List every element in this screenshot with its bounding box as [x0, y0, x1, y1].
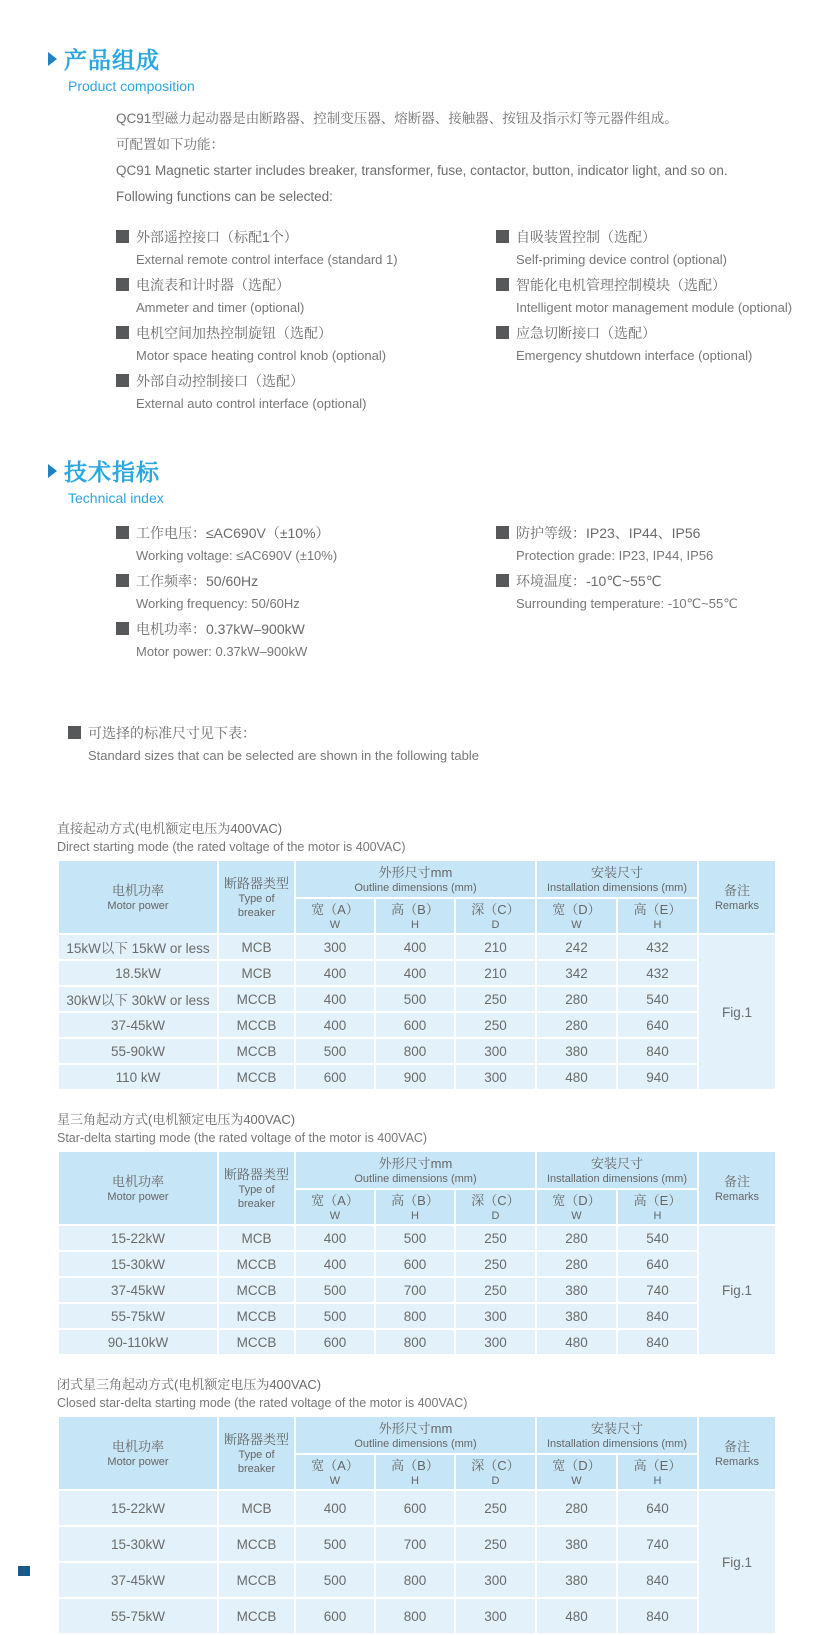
table-cell: 380	[536, 1562, 617, 1598]
table-cell: MCCB	[218, 1064, 295, 1090]
header-motor-power: 电机功率 Motor power	[58, 1416, 218, 1490]
item-text-zh: 电机空间加热控制旋钮（选配）	[136, 324, 332, 341]
table-cell: 400	[295, 1251, 375, 1277]
item-text-zh: 工作频率：50/60Hz	[136, 572, 259, 589]
spec-item	[496, 520, 830, 566]
table-cell: 210	[455, 934, 536, 960]
table-cell: MCCB	[218, 986, 295, 1012]
header-breaker-type: 断路器类型 Type of breaker	[218, 1416, 295, 1490]
table-cell: 400	[295, 1490, 375, 1526]
header-installation-dimensions: 安装尺寸 Installation dimensions (mm)	[536, 860, 698, 898]
subheader-cell: 宽（D） W	[536, 1189, 617, 1225]
table-cell: MCCB	[218, 1598, 295, 1634]
intro-paragraphs	[116, 106, 830, 210]
section-product-composition	[48, 0, 830, 416]
table-caption	[57, 1111, 830, 1147]
remark-cell: Fig.1	[698, 1490, 776, 1634]
table-cell: 250	[455, 1251, 536, 1277]
item-text-zh: 应急切断接口（选配）	[516, 324, 656, 341]
header-outline-dimensions: 外形尺寸mm Outline dimensions (mm)	[295, 1416, 536, 1454]
feature-column-right	[496, 224, 830, 368]
table-cell: 900	[375, 1064, 455, 1090]
note-text-zh: 可选择的标准尺寸见下表：	[88, 724, 256, 741]
feature-item	[116, 224, 496, 270]
table-cell: 250	[455, 1526, 536, 1562]
table-caption-en: Star-delta starting mode (the rated voltage of the motor is 400VAC)	[57, 1131, 428, 1145]
table-cell: 540	[617, 1225, 698, 1251]
bullet-square-icon	[116, 574, 129, 587]
table-cell: 250	[455, 1277, 536, 1303]
section-title-en: Technical index	[68, 490, 164, 506]
table-cell: 280	[536, 1490, 617, 1526]
item-text-en: Self-priming device control (optional)	[516, 252, 727, 267]
table-header-row	[58, 1416, 776, 1454]
item-text-en: Motor space heating control knob (optional)	[136, 348, 387, 363]
item-text-zh: 电机功率：0.37kW–900kW	[136, 620, 305, 637]
table-cell: MCB	[218, 934, 295, 960]
item-text-zh: 环境温度：-10℃~55℃	[516, 572, 662, 589]
bullet-square-icon	[496, 526, 509, 539]
table-cell: 15kW以下 15kW or less	[58, 934, 218, 960]
bullet-square-icon	[116, 622, 129, 635]
item-text-en: Protection grade: IP23, IP44, IP56	[516, 548, 714, 563]
header-remarks: 备注 Remarks	[698, 860, 776, 934]
table-cell: MCCB	[218, 1526, 295, 1562]
table-cell: 380	[536, 1526, 617, 1562]
table-cell: MCCB	[218, 1012, 295, 1038]
spec-item	[116, 568, 496, 614]
feature-columns	[116, 224, 830, 416]
dimension-table-closed-star-delta	[57, 1415, 777, 1635]
bullet-square-icon	[496, 574, 509, 587]
item-text-en: Intelligent motor management module (optional)	[516, 300, 793, 315]
table-cell: 840	[617, 1329, 698, 1355]
spec-column-left	[116, 520, 496, 664]
header-breaker-type: 断路器类型 Type of breaker	[218, 860, 295, 934]
subheader-cell: 高（B） H	[375, 898, 455, 934]
note-line-zh	[68, 720, 830, 745]
subheader-cell: 高（B） H	[375, 1454, 455, 1490]
table-cell: 432	[617, 934, 698, 960]
intro-line: QC91 Magnetic starter includes breaker, transformer, fuse, contactor, button, indicator light, and so on.	[116, 163, 728, 178]
table-cell: 800	[375, 1038, 455, 1064]
table-cell: 210	[455, 960, 536, 986]
header-outline-dimensions: 外形尺寸mm Outline dimensions (mm)	[295, 1151, 536, 1189]
section-title-en: Product composition	[68, 78, 195, 94]
table-cell: 300	[455, 1303, 536, 1329]
table-cell: 18.5kW	[58, 960, 218, 986]
feature-item	[496, 224, 830, 270]
table-row	[58, 1251, 776, 1277]
header-motor-power: 电机功率 Motor power	[58, 860, 218, 934]
table-caption-zh: 星三角起动方式(电机额定电压为400VAC)	[57, 1112, 296, 1127]
table-cell: 37-45kW	[58, 1277, 218, 1303]
table-cell: 432	[617, 960, 698, 986]
table-cell: 700	[375, 1277, 455, 1303]
table-header-row	[58, 860, 776, 898]
table-cell: MCCB	[218, 1562, 295, 1598]
table-cell: 400	[295, 960, 375, 986]
bullet-square-icon	[496, 278, 509, 291]
table-caption	[57, 1376, 830, 1412]
spec-item	[116, 616, 496, 662]
table-cell: 740	[617, 1526, 698, 1562]
table-cell: 380	[536, 1038, 617, 1064]
bullet-square-icon	[116, 326, 129, 339]
table-row	[58, 1490, 776, 1526]
table-cell: 600	[375, 1251, 455, 1277]
table-cell: 250	[455, 1012, 536, 1038]
table-cell: MCCB	[218, 1303, 295, 1329]
subheader-cell: 高（E） H	[617, 1189, 698, 1225]
table-row	[58, 1526, 776, 1562]
table-cell: MCB	[218, 1490, 295, 1526]
item-text-zh: 电流表和计时器（选配）	[136, 276, 290, 293]
table-cell: MCCB	[218, 1329, 295, 1355]
feature-item	[496, 272, 830, 318]
header-motor-power: 电机功率 Motor power	[58, 1151, 218, 1225]
item-text-zh: 外部自动控制接口（选配）	[136, 372, 304, 389]
table-caption-en: Closed star-delta starting mode (the rated voltage of the motor is 400VAC)	[57, 1396, 468, 1410]
table-cell: 300	[295, 934, 375, 960]
table-cell: 600	[375, 1490, 455, 1526]
subheader-cell: 宽（A） W	[295, 1189, 375, 1225]
table-cell: 110 kW	[58, 1064, 218, 1090]
table-cell: 840	[617, 1303, 698, 1329]
table-row	[58, 1012, 776, 1038]
table-cell: 600	[295, 1329, 375, 1355]
table-cell: 500	[295, 1277, 375, 1303]
table-cell: 840	[617, 1598, 698, 1634]
bullet-square-icon	[116, 526, 129, 539]
bullet-square-icon	[116, 278, 129, 291]
table-cell: 800	[375, 1303, 455, 1329]
table-cell: 400	[295, 986, 375, 1012]
bullet-square-icon	[116, 230, 129, 243]
table-row	[58, 1225, 776, 1251]
feature-item	[116, 272, 496, 318]
section-header	[48, 42, 830, 75]
table-cell: 840	[617, 1562, 698, 1598]
section-title-zh: 产品组成	[64, 47, 160, 73]
table-cell: 15-22kW	[58, 1225, 218, 1251]
table-cell: 250	[455, 986, 536, 1012]
table-cell: 500	[295, 1562, 375, 1598]
table-cell: 342	[536, 960, 617, 986]
item-text-en: Working voltage: ≤AC690V (±10%)	[136, 548, 338, 563]
table-cell: 15-22kW	[58, 1490, 218, 1526]
standard-sizes-note	[68, 720, 830, 766]
table-cell: 600	[295, 1598, 375, 1634]
table-cell: 400	[295, 1225, 375, 1251]
item-text-en: Surrounding temperature: -10℃~55℃	[516, 596, 738, 611]
item-text-en: Motor power: 0.37kW–900kW	[136, 644, 308, 659]
table-row	[58, 986, 776, 1012]
table-cell: 250	[455, 1490, 536, 1526]
spec-columns	[116, 520, 830, 664]
table-cell: 500	[375, 1225, 455, 1251]
bullet-square-icon	[116, 374, 129, 387]
table-cell: 280	[536, 986, 617, 1012]
bullet-square-icon	[496, 230, 509, 243]
table-cell: 500	[295, 1303, 375, 1329]
table-cell: 90-110kW	[58, 1329, 218, 1355]
table-cell: 300	[455, 1598, 536, 1634]
subheader-cell: 深（C） D	[455, 1454, 536, 1490]
table-cell: 55-75kW	[58, 1303, 218, 1329]
subheader-cell: 宽（A） W	[295, 1454, 375, 1490]
subheader-cell: 高（B） H	[375, 1189, 455, 1225]
table-cell: 840	[617, 1038, 698, 1064]
table-cell: 380	[536, 1277, 617, 1303]
table-cell: 280	[536, 1225, 617, 1251]
table-cell: 800	[375, 1562, 455, 1598]
header-remarks: 备注 Remarks	[698, 1151, 776, 1225]
table-cell: 37-45kW	[58, 1562, 218, 1598]
item-text-zh: 自吸装置控制（选配）	[516, 228, 656, 245]
table-cell: 242	[536, 934, 617, 960]
table-cell: 300	[455, 1562, 536, 1598]
table-row	[58, 1598, 776, 1634]
item-text-zh: 智能化电机管理控制模块（选配）	[516, 276, 726, 293]
table-cell: 55-75kW	[58, 1598, 218, 1634]
table-cell: 740	[617, 1277, 698, 1303]
table-cell: 500	[295, 1038, 375, 1064]
intro-line: Following functions can be selected:	[116, 189, 333, 204]
header-outline-dimensions: 外形尺寸mm Outline dimensions (mm)	[295, 860, 536, 898]
remark-cell: Fig.1	[698, 934, 776, 1090]
table-cell: 15-30kW	[58, 1526, 218, 1562]
table-row	[58, 1277, 776, 1303]
table-cell: 940	[617, 1064, 698, 1090]
table-cell: 640	[617, 1012, 698, 1038]
item-text-zh: 防护等级：IP23、IP44、IP56	[516, 524, 701, 541]
dimension-table-direct-start	[57, 859, 777, 1091]
subheader-cell: 高（E） H	[617, 1454, 698, 1490]
bullet-square-icon	[496, 326, 509, 339]
table-cell: 400	[375, 934, 455, 960]
feature-item	[496, 320, 830, 366]
table-cell: 400	[295, 1012, 375, 1038]
note-text-en: Standard sizes that can be selected are shown in the following table	[88, 748, 479, 763]
table-cell: 500	[375, 986, 455, 1012]
table-cell: 480	[536, 1329, 617, 1355]
table-row	[58, 1303, 776, 1329]
table-caption-en: Direct starting mode (the rated voltage of the motor is 400VAC)	[57, 840, 406, 854]
page-corner-mark	[18, 1566, 30, 1576]
table-cell: 55-90kW	[58, 1038, 218, 1064]
table-cell: 480	[536, 1064, 617, 1090]
table-row	[58, 1038, 776, 1064]
table-cell: MCCB	[218, 1251, 295, 1277]
table-cell: 380	[536, 1303, 617, 1329]
table-cell: 640	[617, 1490, 698, 1526]
header-installation-dimensions: 安装尺寸 Installation dimensions (mm)	[536, 1151, 698, 1189]
section-title-zh: 技术指标	[64, 459, 160, 485]
table-cell: MCB	[218, 1225, 295, 1251]
spec-item	[496, 568, 830, 614]
table-row	[58, 960, 776, 986]
table-cell: 400	[375, 960, 455, 986]
item-text-zh: 外部遥控接口（标配1个）	[136, 228, 298, 245]
feature-column-left	[116, 224, 496, 416]
dimension-table-star-delta	[57, 1150, 777, 1356]
section-technical-index	[48, 454, 830, 664]
table-cell: 800	[375, 1329, 455, 1355]
item-text-en: Emergency shutdown interface (optional)	[516, 348, 753, 363]
item-text-en: External auto control interface (optional)	[136, 396, 367, 411]
table-row	[58, 1329, 776, 1355]
table-row	[58, 1064, 776, 1090]
table-cell: 600	[295, 1064, 375, 1090]
table-cell: 30kW以下 30kW or less	[58, 986, 218, 1012]
table-caption	[57, 820, 830, 856]
intro-line: QC91型磁力起动器是由断路器、控制变压器、熔断器、接触器、按钮及指示灯等元器件组成。	[116, 111, 678, 126]
spec-item	[116, 520, 496, 566]
table-cell: 800	[375, 1598, 455, 1634]
remark-cell: Fig.1	[698, 1225, 776, 1355]
table-cell: 480	[536, 1598, 617, 1634]
header-remarks: 备注 Remarks	[698, 1416, 776, 1490]
header-breaker-type: 断路器类型 Type of breaker	[218, 1151, 295, 1225]
table-cell: 15-30kW	[58, 1251, 218, 1277]
table-cell: 280	[536, 1251, 617, 1277]
table-cell: MCCB	[218, 1277, 295, 1303]
item-text-en: External remote control interface (standard 1)	[136, 252, 398, 267]
table-cell: 300	[455, 1038, 536, 1064]
table-cell: 250	[455, 1225, 536, 1251]
table-row	[58, 1562, 776, 1598]
section-arrow-icon	[48, 464, 57, 478]
feature-item	[116, 320, 496, 366]
subheader-cell: 深（C） D	[455, 1189, 536, 1225]
table-row	[58, 934, 776, 960]
subheader-cell: 宽（D） W	[536, 898, 617, 934]
table-cell: 500	[295, 1526, 375, 1562]
spec-column-right	[496, 520, 830, 616]
table-cell: MCCB	[218, 1038, 295, 1064]
table-cell: 300	[455, 1064, 536, 1090]
table-caption-zh: 闭式星三角起动方式(电机额定电压为400VAC)	[57, 1377, 322, 1392]
table-cell: 540	[617, 986, 698, 1012]
table-caption-zh: 直接起动方式(电机额定电压为400VAC)	[57, 821, 283, 836]
table-cell: MCB	[218, 960, 295, 986]
intro-line: 可配置如下功能：	[116, 137, 224, 152]
subheader-cell: 深（C） D	[455, 898, 536, 934]
feature-item	[116, 368, 496, 414]
subheader-cell: 宽（D） W	[536, 1454, 617, 1490]
section-header	[48, 454, 830, 487]
subheader-cell: 宽（A） W	[295, 898, 375, 934]
table-cell: 700	[375, 1526, 455, 1562]
item-text-en: Working frequency: 50/60Hz	[136, 596, 300, 611]
item-text-en: Ammeter and timer (optional)	[136, 300, 305, 315]
table-cell: 37-45kW	[58, 1012, 218, 1038]
section-arrow-icon	[48, 52, 57, 66]
item-text-zh: 工作电压：≤AC690V（±10%）	[136, 524, 330, 541]
table-cell: 640	[617, 1251, 698, 1277]
table-cell: 280	[536, 1012, 617, 1038]
table-header-row	[58, 1151, 776, 1189]
table-cell: 300	[455, 1329, 536, 1355]
subheader-cell: 高（E） H	[617, 898, 698, 934]
bullet-square-icon	[68, 726, 81, 739]
header-installation-dimensions: 安装尺寸 Installation dimensions (mm)	[536, 1416, 698, 1454]
table-cell: 600	[375, 1012, 455, 1038]
